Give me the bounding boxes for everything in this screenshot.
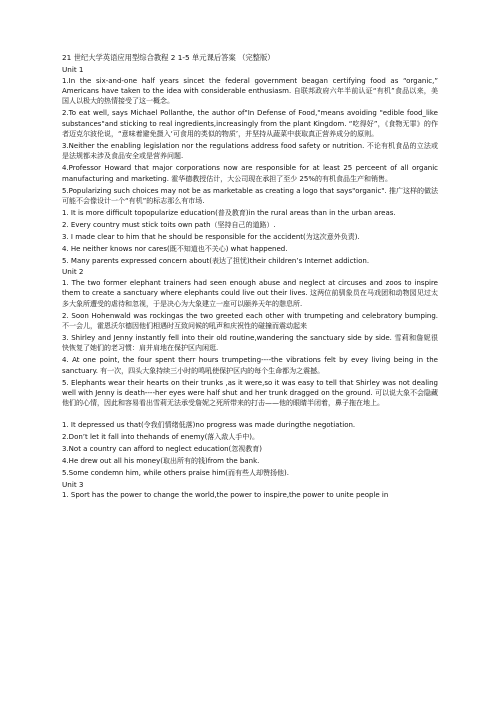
unit3-heading: Unit 3 — [62, 479, 84, 489]
unit2-sentence: 3.Not a country can afford to neglect education(忽视教育) — [62, 445, 262, 454]
unit1-sentence: 2. Every country must stick toits own path（坚持自己的道路）. — [62, 220, 276, 229]
unit3-paragraph: 1. Sport has the power to change the world,the power to inspire,the power to unite people in — [62, 491, 389, 500]
unit1-sentence: 3. I made clear to him that he should be responsible for the accident(为这次意外负责). — [62, 232, 360, 241]
unit1-sentence: 1. It is more difficult topopularize education(普及教育)in the rural areas than in the urban areas. — [62, 208, 396, 217]
unit1-paragraph: 2.To eat well, says Michael Pollanthe, the author of"In Defense of Food,"means avoiding "edible food_like substances"and sticking to real ingredients,increasingly from the plant Kingdom. “吃得好”，《食物无罪》的作者迈克尔波伦说，“意味着避免摄入‘可食用的类似的物质’，并坚持从蔬菜中获取真正营养成分的原则。 — [62, 109, 438, 139]
unit1-sentence: 4. He neither knows nor cares(既不知道也不关心) what happened. — [62, 244, 288, 253]
unit2-paragraph: 5. Elephants wear their hearts on their trunks ,as it were,so it was easy to tell that Shirley was not dealing well with Jenny is death----her eyes were half shut and her trunk dragged on the ground. 可以说大象不会隐藏他们的心情，因此和容易看出雪莉无法承受詹妮之死所带来的打击——他的眼睛半闭着，鼻子拖在地上。 — [62, 378, 438, 408]
unit1-paragraph: 4.Professor Howard that major corporations now are responsible for at least 25 perceent of all organic manufacturing and marketing. 霍华德教授估计，大公司现在承担了至少 25%的有机食品生产和销售。 — [62, 164, 438, 183]
unit1-paragraph: 5.Popularizing such choices may not be as marketable as creating a logo that says"organic". 推广这样的做法可能不会像设计一个“有机”的标志那么有市场. — [62, 186, 438, 205]
unit2-paragraph: 1. The two former elephant trainers had seen enough abuse and neglect at circuses and zoos to inspire them to create a sanctuary where elephants could live out their lives. 这两位前驯象员在马戏团和动物园见过太多大象所遭受的虐待和忽视，于是决心为大象建立一座可以颐养天年的憩息所. — [62, 278, 438, 308]
document-title: 21 世纪大学英语应用型综合教程 2 1-5 单元课后答案 （完整版） — [62, 53, 275, 62]
unit1-paragraph: 3.Neither the enabling legislation nor the regulations address food safety or nutrition. 不论有机食品的立法或是法规都未涉及食品安全或是营养问题. — [62, 141, 438, 161]
unit1-heading: Unit 1 — [62, 65, 84, 74]
unit2-paragraph: 2. Soon Hohenwald was rockingas the two greeted each other with trumpeting and celebratory bumping. 不一会儿，霍恩沃尔德因他们相遇时互致问候的吼声和庆祝性的碰撞而震动起来 — [62, 311, 438, 331]
unit2-paragraph: 3. Shirley and Jenny instantly fell into their old routine,wandering the sanctuary side by side. 雪莉和詹妮很快恢复了她们的老习惯：肩并肩地在保护区内闲逛. — [62, 333, 438, 353]
unit2-sentence: 4.He drew out all his money(取出所有的钱)from the bank. — [62, 457, 260, 465]
unit2-sentence: 2.Don’t let it fall into thehands of enemy(落入敌人手中)。 — [62, 433, 260, 442]
unit1-paragraph: 1.In the six-and-one half years sincet the federal government beagan certifying food as “organic,” Americans have taken to the idea with considerable enthusiasm. 自联邦政府六年半前认证“有机”食品以来，美国人以极大的热情接受了这一概念。 — [62, 76, 438, 106]
unit2-heading: Unit 2 — [62, 267, 84, 277]
unit1-sentence: 5. Many parents expressed concern about(表达了担忧)their children’s Internet addiction. — [62, 256, 370, 265]
section-gap — [62, 410, 438, 420]
unit2-paragraph: 4. At one point, the four spent therr hours trumpeting----the vibrations felt by evey living being in the sanctuary. 有一次，四头大象持续三小时的鸣吼使保护区内的每个生命都为之震撼。 — [62, 356, 438, 375]
unit2-sentence: 1. It depressed us that(令我们情绪低落)no progress was made duringthe negotiation. — [62, 421, 356, 430]
unit2-sentence: 5.Some condemn him, while others praise him(而有些人却赞扬他). — [62, 468, 289, 477]
